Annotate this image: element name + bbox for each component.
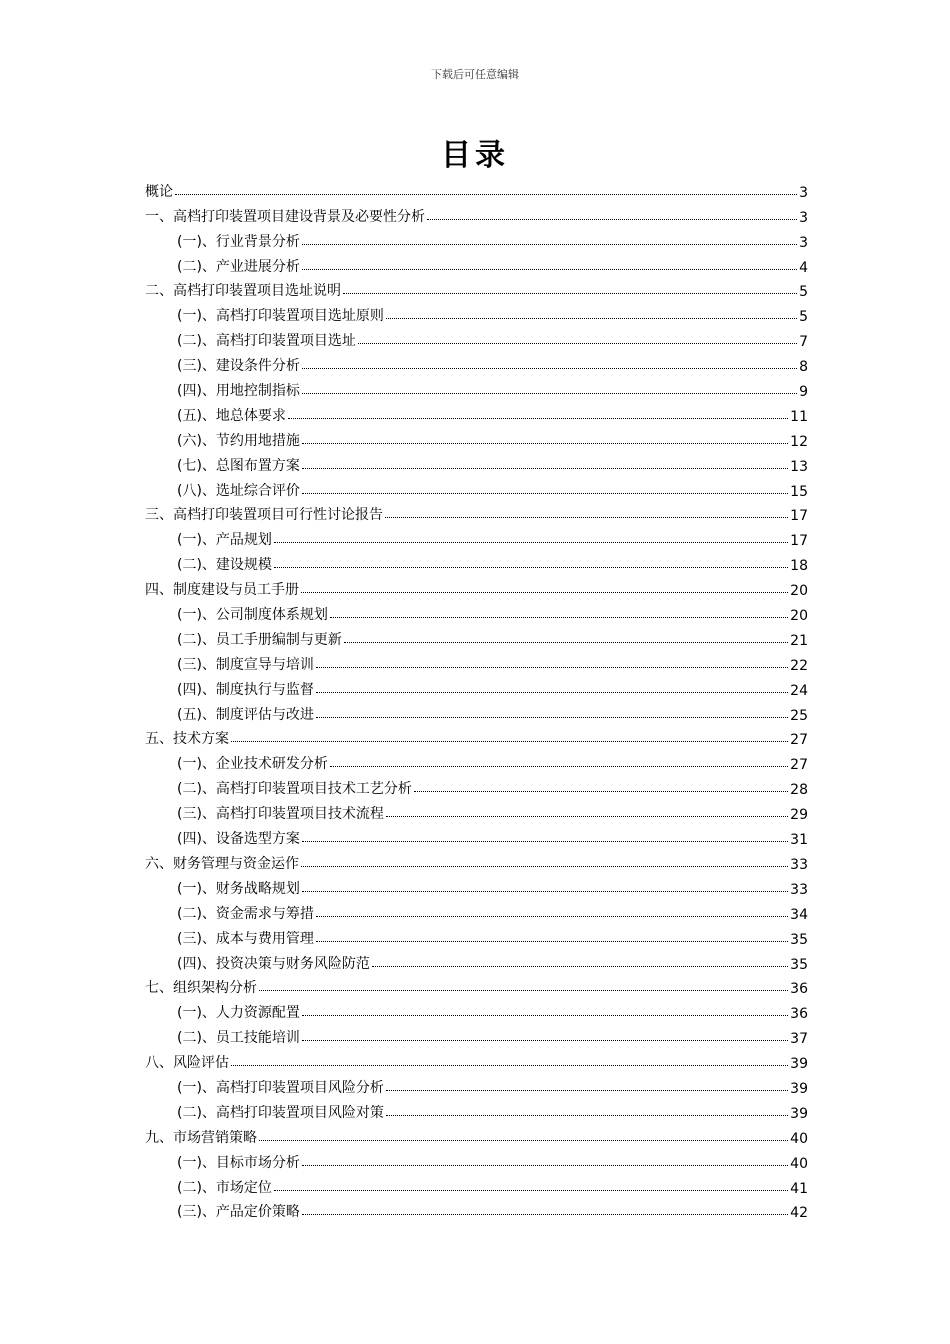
toc-entry-title: (六)、节约用地措施: [177, 432, 300, 449]
toc-entry[interactable]: [145, 1197, 808, 1222]
toc-entry-page-number: 7: [799, 334, 808, 351]
dot-leader: [302, 468, 788, 469]
toc-entry-page-number: 3: [799, 209, 808, 226]
toc-entry-page-number: 33: [790, 881, 808, 898]
toc-entry-title: (二)、高档打印装置项目技术工艺分析: [177, 781, 412, 798]
toc-entry-title: 二、高档打印装置项目选址说明: [145, 283, 341, 300]
dot-leader: [274, 1190, 788, 1191]
toc-entry-title: 一、高档打印装置项目建设背景及必要性分析: [145, 208, 425, 225]
toc-entry[interactable]: [145, 798, 808, 823]
toc-entry-page-number: 21: [790, 632, 808, 649]
toc-entry[interactable]: [145, 948, 808, 973]
dot-leader: [302, 1214, 788, 1215]
toc-entry-page-number: 20: [790, 583, 808, 600]
toc-entry-title: 五、技术方案: [145, 731, 229, 748]
dot-leader: [288, 418, 788, 419]
toc-entry-page-number: 11: [790, 408, 808, 425]
toc-entry-title: (四)、投资决策与财务风险防范: [177, 955, 370, 972]
dot-leader: [302, 244, 797, 245]
toc-entry[interactable]: [145, 574, 808, 599]
toc-entry-page-number: 4: [799, 259, 808, 276]
dot-leader: [175, 194, 797, 195]
toc-entry-page-number: 13: [790, 458, 808, 475]
toc-entry[interactable]: [145, 500, 808, 525]
toc-entry-page-number: 39: [790, 1080, 808, 1097]
dot-leader: [302, 368, 797, 369]
dot-leader: [386, 816, 788, 817]
toc-entry[interactable]: [145, 898, 808, 923]
dot-leader: [274, 542, 788, 543]
toc-entry-title: (一)、企业技术研发分析: [177, 756, 328, 773]
toc-entry[interactable]: [145, 325, 808, 350]
dot-leader: [316, 717, 788, 718]
toc-entry-title: (二)、建设规模: [177, 557, 272, 574]
toc-entry[interactable]: [145, 997, 808, 1022]
dot-leader: [330, 617, 788, 618]
toc-entry-page-number: 40: [790, 1130, 808, 1147]
toc-entry-title: (二)、产业进展分析: [177, 258, 300, 275]
toc-entry-title: (三)、产品定价策略: [177, 1204, 300, 1221]
header-note: 下载后可任意编辑: [431, 68, 519, 81]
toc-entry-page-number: 37: [790, 1031, 808, 1048]
toc-entry-title: 八、风险评估: [145, 1055, 229, 1072]
toc-entry-title: (一)、财务战略规划: [177, 880, 300, 897]
toc-entry[interactable]: [145, 973, 808, 998]
toc-entry-title: (二)、员工技能培训: [177, 1030, 300, 1047]
toc-entry-title: (四)、设备选型方案: [177, 831, 300, 848]
dot-leader: [386, 1090, 788, 1091]
dot-leader: [302, 1015, 788, 1016]
toc-entry-page-number: 5: [799, 284, 808, 301]
toc-entry-title: (一)、目标市场分析: [177, 1154, 300, 1171]
toc-entry[interactable]: [145, 524, 808, 549]
toc-entry[interactable]: [145, 823, 808, 848]
dot-leader: [386, 1115, 788, 1116]
dot-leader: [427, 219, 797, 220]
toc-entry[interactable]: [145, 624, 808, 649]
toc-entry-title: (一)、行业背景分析: [177, 233, 300, 250]
toc-entry[interactable]: [145, 1097, 808, 1122]
toc-entry-title: 三、高档打印装置项目可行性讨论报告: [145, 507, 383, 524]
toc-entry-title: 六、财务管理与资金运作: [145, 855, 299, 872]
toc-title: 目录: [441, 138, 509, 173]
dot-leader: [259, 1140, 788, 1141]
toc-entry[interactable]: [145, 450, 808, 475]
dot-leader: [302, 443, 788, 444]
toc-entry[interactable]: [145, 848, 808, 873]
dot-leader: [259, 990, 788, 991]
dot-leader: [386, 318, 797, 319]
toc-entry[interactable]: [145, 724, 808, 749]
toc-entry[interactable]: [145, 873, 808, 898]
dot-leader: [316, 916, 788, 917]
toc-entry-title: (三)、制度宣导与培训: [177, 656, 314, 673]
toc-entry-title: (一)、高档打印装置项目风险分析: [177, 1079, 384, 1096]
dot-leader: [316, 941, 788, 942]
toc-entry-page-number: 41: [790, 1180, 808, 1197]
toc-entry[interactable]: [145, 748, 808, 773]
toc-entry-title: 概论: [145, 183, 173, 200]
toc-entry-page-number: 40: [790, 1155, 808, 1172]
toc-entry-page-number: 36: [790, 981, 808, 998]
toc-entry-title: (三)、建设条件分析: [177, 358, 300, 375]
dot-leader: [302, 891, 788, 892]
toc-entry-page-number: 27: [790, 757, 808, 774]
toc-entry-page-number: 36: [790, 1006, 808, 1023]
dot-leader: [302, 493, 788, 494]
toc-entry-page-number: 28: [790, 782, 808, 799]
toc-entry-title: (一)、人力资源配置: [177, 1005, 300, 1022]
dot-leader: [231, 741, 788, 742]
toc-entry-page-number: 17: [790, 533, 808, 550]
dot-leader: [302, 841, 788, 842]
toc-entry-page-number: 34: [790, 906, 808, 923]
toc-entry-title: (二)、市场定位: [177, 1179, 272, 1196]
toc-entry-page-number: 15: [790, 483, 808, 500]
dot-leader: [231, 1065, 788, 1066]
toc-entry-page-number: 27: [790, 732, 808, 749]
dot-leader: [302, 269, 797, 270]
toc-entry[interactable]: [145, 599, 808, 624]
toc-entry-page-number: 20: [790, 608, 808, 625]
dot-leader: [372, 966, 788, 967]
toc-entry[interactable]: [145, 251, 808, 276]
toc-entry[interactable]: [145, 350, 808, 375]
toc-entry[interactable]: [145, 425, 808, 450]
toc-entry-title: (一)、产品规划: [177, 532, 272, 549]
toc-entry-title: (一)、高档打印装置项目选址原则: [177, 308, 384, 325]
toc-entry-title: (七)、总图布置方案: [177, 457, 300, 474]
toc-entry-title: (二)、员工手册编制与更新: [177, 631, 342, 648]
dot-leader: [344, 642, 788, 643]
toc-entry-title: (八)、选址综合评价: [177, 482, 300, 499]
toc-entry[interactable]: [145, 1122, 808, 1147]
toc-entry-page-number: 25: [790, 707, 808, 724]
toc-entry-title: 四、制度建设与员工手册: [145, 582, 299, 599]
dot-leader: [302, 1040, 788, 1041]
toc-entry[interactable]: [145, 475, 808, 500]
toc-entry-page-number: 9: [799, 384, 808, 401]
dot-leader: [301, 866, 788, 867]
dot-leader: [358, 343, 797, 344]
toc-entry[interactable]: [145, 923, 808, 948]
toc-entry-page-number: 33: [790, 856, 808, 873]
toc-entry[interactable]: [145, 549, 808, 574]
dot-leader: [414, 791, 788, 792]
dot-leader: [274, 567, 788, 568]
toc-entry-page-number: 3: [799, 184, 808, 201]
dot-leader: [343, 293, 797, 294]
toc-entry-title: 九、市场营销策略: [145, 1129, 257, 1146]
toc-entry[interactable]: [145, 1147, 808, 1172]
toc-entry[interactable]: [145, 773, 808, 798]
toc-entry-page-number: 5: [799, 309, 808, 326]
toc-entry-title: (二)、高档打印装置项目风险对策: [177, 1104, 384, 1121]
toc-entry[interactable]: [145, 699, 808, 724]
toc-entry-page-number: 35: [790, 931, 808, 948]
toc-entry[interactable]: [145, 674, 808, 699]
toc-entry-page-number: 29: [790, 807, 808, 824]
toc-entry[interactable]: [145, 1047, 808, 1072]
toc-entry[interactable]: [145, 375, 808, 400]
toc-entry[interactable]: [145, 649, 808, 674]
toc-entry-title: (二)、资金需求与筹措: [177, 905, 314, 922]
toc-entry-title: (五)、制度评估与改进: [177, 706, 314, 723]
dot-leader: [330, 766, 788, 767]
toc-entry-title: (二)、高档打印装置项目选址: [177, 333, 356, 350]
toc-entry-page-number: 18: [790, 558, 808, 575]
toc-entry-title: 七、组织架构分析: [145, 980, 257, 997]
toc-entry-title: (三)、成本与费用管理: [177, 930, 314, 947]
toc-entry[interactable]: [145, 1022, 808, 1047]
toc-entry[interactable]: [145, 1172, 808, 1197]
table-of-contents: [145, 176, 808, 1221]
dot-leader: [316, 692, 788, 693]
dot-leader: [302, 1165, 788, 1166]
toc-entry[interactable]: [145, 176, 808, 201]
toc-entry-page-number: 8: [799, 359, 808, 376]
dot-leader: [316, 667, 788, 668]
toc-entry-page-number: 24: [790, 682, 808, 699]
toc-entry-page-number: 17: [790, 508, 808, 525]
dot-leader: [302, 393, 797, 394]
toc-entry-title: (四)、用地控制指标: [177, 383, 300, 400]
toc-entry-page-number: 3: [799, 234, 808, 251]
toc-entry-page-number: 39: [790, 1105, 808, 1122]
dot-leader: [301, 592, 788, 593]
toc-entry-page-number: 22: [790, 657, 808, 674]
toc-entry[interactable]: [145, 226, 808, 251]
toc-entry-page-number: 12: [790, 433, 808, 450]
toc-entry-page-number: 39: [790, 1056, 808, 1073]
toc-entry[interactable]: [145, 1072, 808, 1097]
toc-entry-title: (三)、高档打印装置项目技术流程: [177, 806, 384, 823]
toc-entry[interactable]: [145, 276, 808, 301]
toc-entry[interactable]: [145, 400, 808, 425]
toc-entry-page-number: 42: [790, 1205, 808, 1222]
dot-leader: [385, 517, 788, 518]
toc-entry-title: (一)、公司制度体系规划: [177, 607, 328, 624]
toc-entry-title: (五)、地总体要求: [177, 407, 286, 424]
toc-entry-title: (四)、制度执行与监督: [177, 681, 314, 698]
toc-entry[interactable]: [145, 300, 808, 325]
toc-entry[interactable]: [145, 201, 808, 226]
toc-entry-page-number: 35: [790, 956, 808, 973]
toc-entry-page-number: 31: [790, 832, 808, 849]
